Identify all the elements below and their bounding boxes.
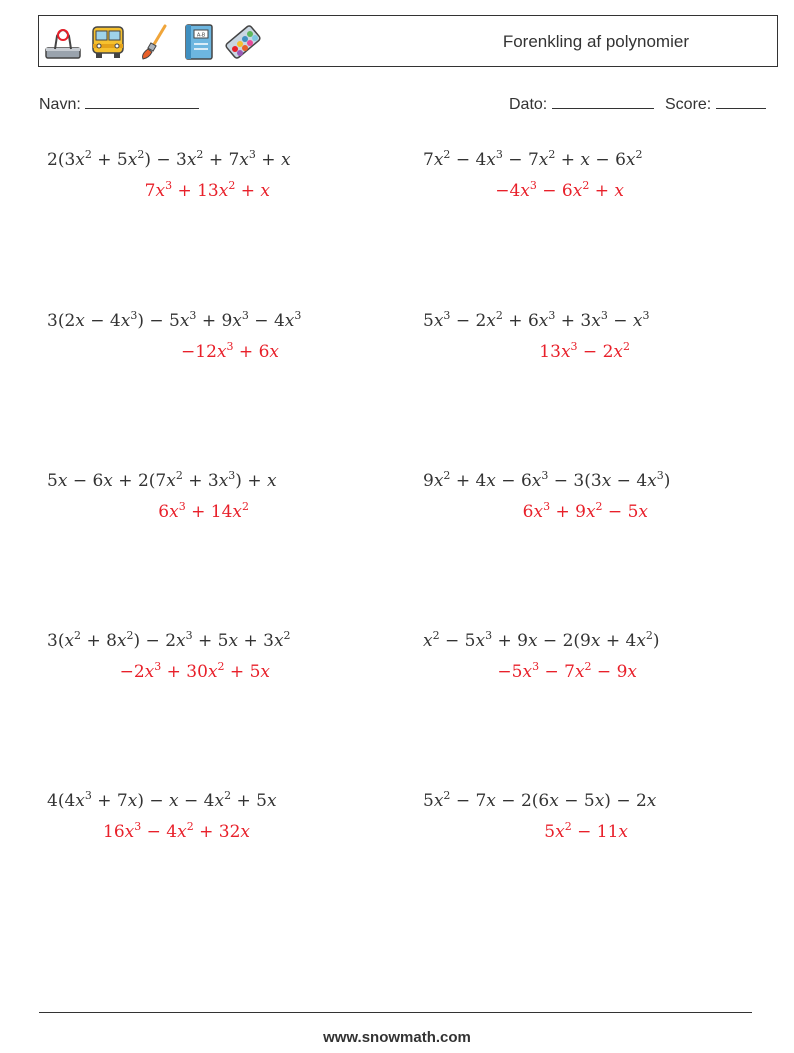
problem-1-question: $2(3x^2 + 5x^2) - 3x^2 + 7x^3 + x$ bbox=[47, 148, 291, 170]
name-field bbox=[39, 93, 199, 114]
watercolor-palette-icon bbox=[223, 22, 263, 62]
problem-8-answer: $-5x^3 - 7x^2 - 9x$ bbox=[497, 660, 637, 682]
problem-6-question: $9x^2 + 4x - 6x^3 - 3(3x - 4x^3)$ bbox=[423, 469, 671, 491]
binder-clip-icon bbox=[43, 22, 83, 62]
problem-2-question: $7x^2 - 4x^3 - 7x^2 + x - 6x^2$ bbox=[423, 148, 643, 170]
date-field bbox=[509, 93, 654, 114]
problem-4-question: $5x^3 - 2x^2 + 6x^3 + 3x^3 - x^3$ bbox=[423, 309, 650, 331]
problem-5-answer: $6x^3 + 14x^2$ bbox=[158, 500, 249, 522]
school-bus-icon bbox=[88, 22, 128, 62]
problem-10-question: $5x^2 - 7x - 2(6x - 5x) - 2x$ bbox=[423, 789, 657, 811]
worksheet-header bbox=[38, 15, 778, 67]
problem-5-question: $5x - 6x + 2(7x^2 + 3x^3) + x$ bbox=[47, 469, 277, 491]
name-label: Navn: bbox=[39, 96, 81, 113]
problem-7-question: $3(x^2 + 8x^2) - 2x^3 + 5x + 3x^2$ bbox=[47, 629, 291, 651]
problem-10-answer: $5x^2 - 11x$ bbox=[544, 820, 628, 842]
date-blank bbox=[552, 93, 654, 109]
name-blank bbox=[85, 93, 199, 109]
footer-url: www.snowmath.com bbox=[323, 1029, 471, 1046]
problem-1-answer: $7x^3 + 13x^2 + x$ bbox=[144, 179, 270, 201]
paintbrush-icon bbox=[133, 22, 173, 62]
problem-8-question: $x^2 - 5x^3 + 9x - 2(9x + 4x^2)$ bbox=[423, 629, 660, 651]
problem-4-answer: $13x^3 - 2x^2$ bbox=[539, 340, 630, 362]
problem-9-answer: $16x^3 - 4x^2 + 32x$ bbox=[103, 820, 250, 842]
header-icons bbox=[43, 20, 263, 64]
footer-divider bbox=[39, 1012, 752, 1013]
date-label: Dato: bbox=[509, 96, 548, 113]
problem-2-answer: $-4x^3 - 6x^2 + x$ bbox=[495, 179, 624, 201]
svg-text:A-B: A-B bbox=[196, 32, 206, 39]
score-blank bbox=[716, 93, 766, 109]
problem-3-answer: $-12x^3 + 6x$ bbox=[181, 340, 279, 362]
problem-3-question: $3(2x - 4x^3) - 5x^3 + 9x^3 - 4x^3$ bbox=[47, 309, 302, 331]
score-field bbox=[665, 93, 766, 114]
problem-7-answer: $-2x^3 + 30x^2 + 5x$ bbox=[119, 660, 270, 682]
problem-6-answer: $6x^3 + 9x^2 - 5x$ bbox=[522, 500, 648, 522]
worksheet-title: Forenkling af polynomier bbox=[502, 32, 689, 51]
score-label: Score: bbox=[665, 96, 712, 113]
notebook-icon bbox=[178, 22, 218, 62]
problem-9-question: $4(4x^3 + 7x) - x - 4x^2 + 5x$ bbox=[47, 789, 277, 811]
